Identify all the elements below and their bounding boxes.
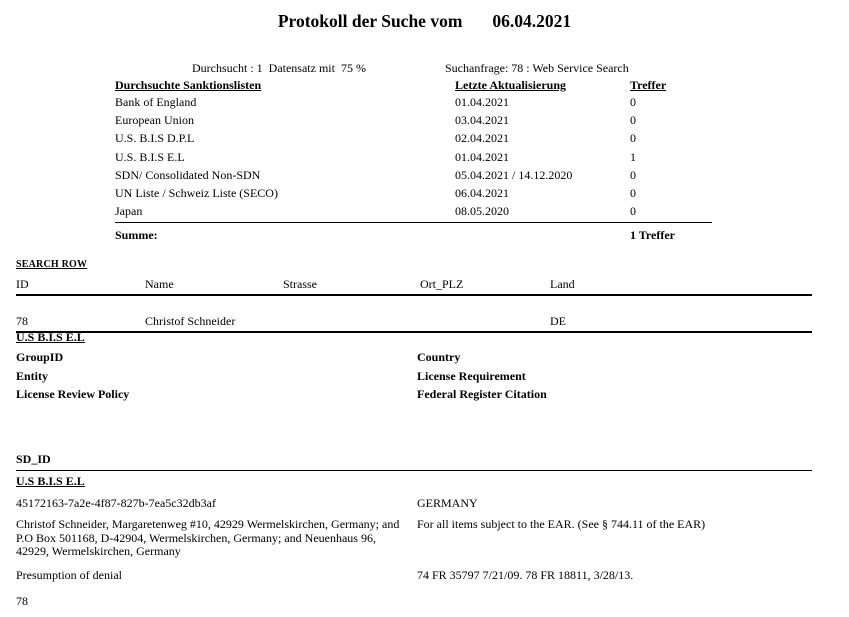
field-label-entity: Entity <box>16 368 49 383</box>
sanctions-total-row <box>115 228 712 243</box>
sanction-updated: 02.04.2021 <box>455 131 509 146</box>
sanctions-table-body <box>115 95 712 223</box>
sd-entity-line: Christof Schneider, Margaretenweg #10, 42929 Wermelskirchen, Germany; and <box>16 517 400 531</box>
search-col-ort-plz: Ort_PLZ <box>420 277 464 291</box>
field-label-row <box>16 369 812 388</box>
table-row <box>115 95 712 113</box>
summary-line <box>0 61 849 77</box>
sd-entity-value <box>16 518 417 559</box>
sd-federal-register-citation-value: 74 FR 35797 7/21/09. 78 FR 18811, 3/28/13. <box>417 567 634 582</box>
search-col-name: Name <box>145 277 174 291</box>
sanction-hits: 1 <box>630 149 636 164</box>
sanction-hits: 0 <box>630 113 636 128</box>
summary-scanned: Durchsucht : 1 Datensatz mit 75 % <box>192 61 366 75</box>
sd-id-heading: SD_ID <box>16 452 812 471</box>
field-label-row <box>16 387 812 406</box>
sanctions-col-updated: Letzte Aktualisierung <box>455 78 566 92</box>
page-title <box>0 11 849 32</box>
sanction-updated: 06.04.2021 <box>455 185 509 200</box>
search-row-land: DE <box>550 314 566 328</box>
bis-el-fields-section <box>16 330 812 406</box>
search-col-strasse: Strasse <box>283 277 317 291</box>
bis-el-heading: U.S B.I.S E.L <box>16 330 85 344</box>
sd-groupid-row <box>16 496 812 511</box>
sanctions-total-label: Summe: <box>115 228 158 243</box>
field-label-license-requirement: License Requirement <box>417 368 526 383</box>
table-row <box>115 131 712 149</box>
field-label-country: Country <box>417 350 461 364</box>
sanction-list-name: UN Liste / Schweiz Liste (SECO) <box>115 185 278 200</box>
sd-license-requirement-value: For all items subject to the EAR. (See § 744.11 of the EAR) <box>417 517 706 531</box>
sd-bis-el-heading: U.S B.I.S E.L <box>16 474 85 488</box>
sanction-updated: 01.04.2021 <box>455 149 509 164</box>
page-title-date: 06.04.2021 <box>492 11 572 31</box>
page-title-text: Protokoll der Suche vom <box>277 11 463 31</box>
sd-entity-row <box>16 518 812 559</box>
sanction-hits: 0 <box>630 131 636 146</box>
sanction-hits: 0 <box>630 204 636 219</box>
sanctions-col-list: Durchsuchte Sanktionslisten <box>115 78 262 92</box>
sd-group-id-value: 45172163-7a2e-4f87-827b-7ea5c32db3af <box>16 496 216 510</box>
table-row <box>115 186 712 204</box>
search-col-id: ID <box>16 277 29 291</box>
table-row <box>115 204 712 222</box>
sd-id-section <box>16 452 812 583</box>
table-row <box>115 113 712 131</box>
sd-country-value: GERMANY <box>417 496 478 510</box>
field-label-federal-register-citation: Federal Register Citation <box>417 387 547 401</box>
summary-query: Suchanfrage: 78 : Web Service Search <box>445 61 629 75</box>
search-col-land: Land <box>550 277 575 291</box>
sd-entity-line: 42929, Wermelskirchen, Germany <box>16 544 181 558</box>
sanction-list-name: U.S. B.I.S D.P.L <box>115 131 195 146</box>
field-label-row <box>16 350 812 369</box>
sanction-list-name: Bank of England <box>115 95 197 109</box>
sanction-list-name: European Union <box>115 113 194 128</box>
sanction-hits: 0 <box>630 95 636 109</box>
sd-policy-row <box>16 568 812 583</box>
sanction-list-name: Japan <box>115 204 143 219</box>
search-row-heading: SEARCH ROW <box>16 259 88 270</box>
sanction-hits: 0 <box>630 185 636 200</box>
sd-license-review-policy-value: Presumption of denial <box>16 567 122 582</box>
search-row-id: 78 <box>16 314 28 328</box>
table-row <box>115 150 712 168</box>
table-row <box>115 168 712 186</box>
sanction-list-name: SDN/ Consolidated Non-SDN <box>115 167 261 182</box>
sanctions-total-value: 1 Treffer <box>630 228 675 243</box>
sanctions-table <box>115 78 712 243</box>
sanction-updated: 05.04.2021 / 14.12.2020 <box>455 167 573 182</box>
search-row-section <box>16 256 812 333</box>
search-row-header <box>16 277 812 296</box>
search-row-name: Christof Schneider <box>145 314 236 328</box>
sanction-updated: 03.04.2021 <box>455 113 509 128</box>
sd-entity-line: P.O Box 501168, D-42904, Wermelskirchen, Germany; and Neuenhaus 96, <box>16 530 376 545</box>
field-label-groupid: GroupID <box>16 350 64 364</box>
sanctions-header-row <box>115 78 712 95</box>
sanction-list-name: U.S. B.I.S E.L <box>115 149 185 164</box>
sanctions-col-hits: Treffer <box>630 78 667 92</box>
sanction-updated: 01.04.2021 <box>455 95 509 109</box>
record-id: 78 <box>16 594 28 608</box>
field-label-license-review-policy: License Review Policy <box>16 387 130 401</box>
sanction-updated: 08.05.2020 <box>455 204 509 219</box>
sanction-hits: 0 <box>630 167 636 182</box>
